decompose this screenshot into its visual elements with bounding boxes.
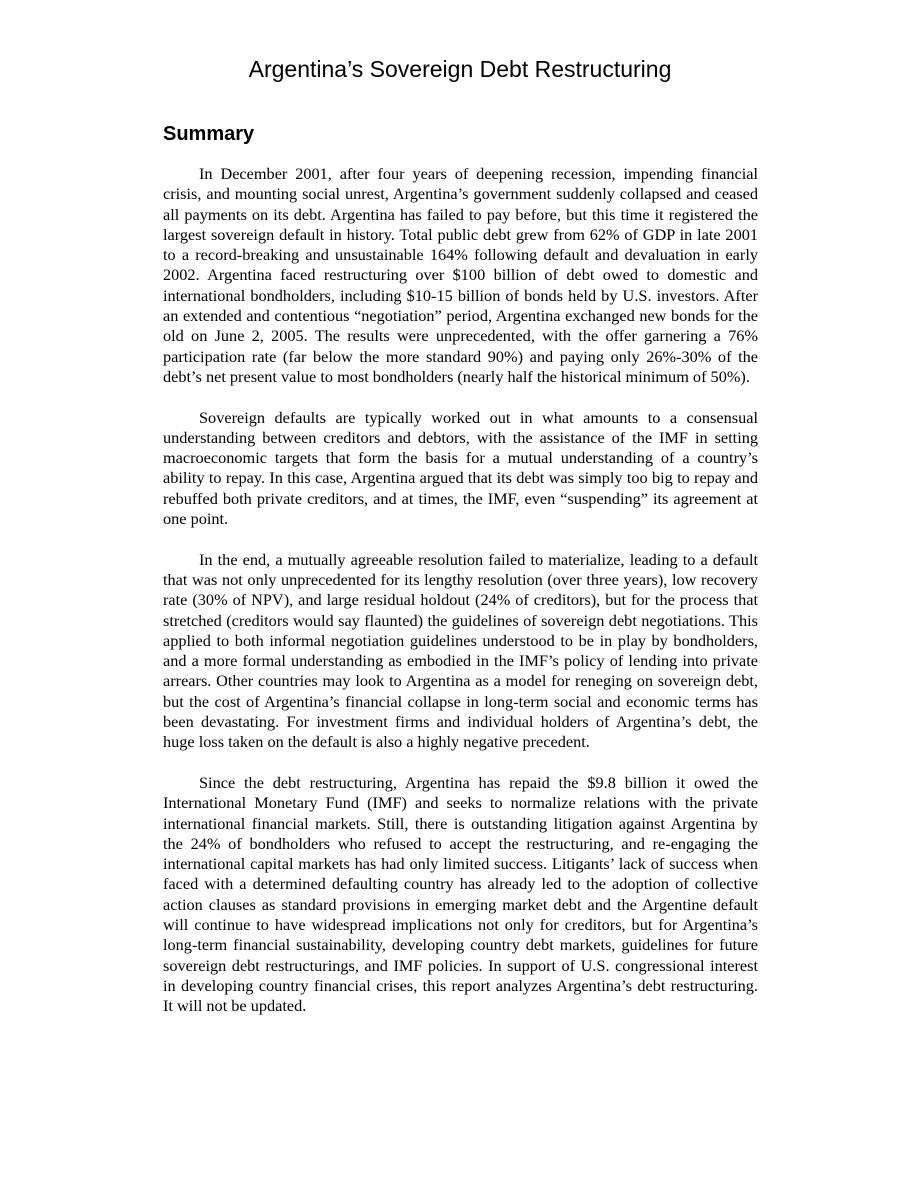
document-title: Argentina’s Sovereign Debt Restructuring (248, 56, 672, 82)
paragraph: Sovereign defaults are typically worked out in what amounts to a consensual understanding between creditors and debtors, with the assistance of the IMF in setting macroeconomic targets that form the basis for a mutual understanding of a country’s ability to repay. In this case, Argentina argued that its debt was simply too big to repay and rebuffed both private creditors, and at times, the IMF, even “suspending” its agreement at one point. (163, 407, 758, 529)
paragraph: In December 2001, after four years of deepening recession, impending financial crisis, and mounting social unrest, Argentina’s government suddenly collapsed and ceased all payments on its debt. Argentina has failed to pay before, but this time it registered the largest sovereign default in history. Total public debt grew from 62% of GDP in late 2001 to a record-breaking and unsustainable 164% following default and devaluation in early 2002. Argentina faced restructuring over $100 billion of debt owed to domestic and international bondholders, including $10-15 billion of bonds held by U.S. investors. After an extended and contentious “negotiation” period, Argentina exchanged new bonds for the old on June 2, 2005. The results were unprecedented, with the offer garnering a 76% participation rate (far below the more standard 90%) and paying only 26%-30% of the debt’s net present value to most bondholders (nearly half the historical minimum of 50%). (163, 164, 758, 386)
paragraph: In the end, a mutually agreeable resolution failed to materialize, leading to a default that was not only unprecedented for its lengthy resolution (over three years), low recovery rate (30% of NPV), and large residual holdout (24% of creditors), but for the process that stretched (creditors would say flaunted) the guidelines of sovereign debt negotiations. This applied to both informal negotiation guidelines understood to be in play by bondholders, and a more formal understanding as embodied in the IMF’s policy of lending into private arrears. Other countries may look to Argentina as a model for reneging on sovereign debt, but the cost of Argentina’s financial collapse in long-term social and economic terms has been devastating. For investment firms and individual holders of Argentina’s debt, the huge loss taken on the default is also a highly negative precedent. (163, 549, 758, 752)
paragraph: Since the debt restructuring, Argentina has repaid the $9.8 billion it owed the International Monetary Fund (IMF) and seeks to normalize relations with the private international financial markets. Still, there is outstanding litigation against Argentina by the 24% of bondholders who refused to accept the restructuring, and re-engaging the international capital markets has had only limited success. Litigants’ lack of success when faced with a determined defaulting country has already led to the adoption of collective action clauses as standard provisions in emerging market debt and the Argentine default will continue to have widespread implications not only for creditors, but for Argentina’s long-term financial sustainability, developing country debt markets, guidelines for future sovereign debt restructurings, and IMF policies. In support of U.S. congressional interest in developing country financial crises, this report analyzes Argentina’s debt restructuring. It will not be updated. (163, 772, 758, 1016)
summary-body (163, 164, 758, 1037)
section-heading-summary: Summary (163, 123, 255, 145)
